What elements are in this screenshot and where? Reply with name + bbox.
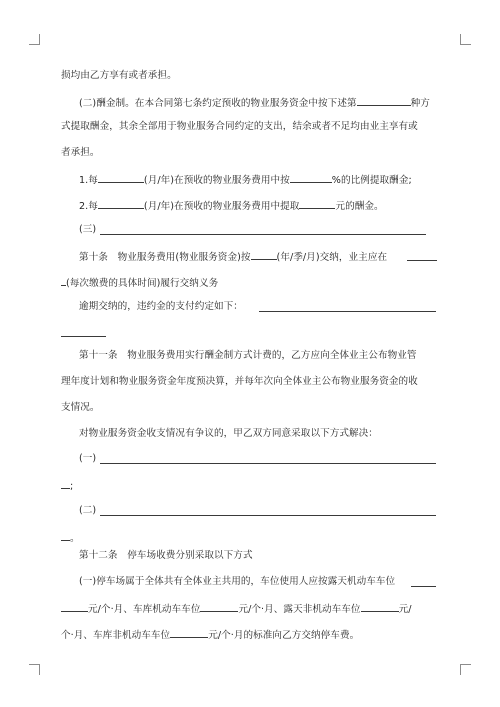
fill-blank [290, 173, 332, 183]
text-line [79, 250, 387, 264]
text-span: 第十一条 物业服务费用实行酬金制方式计费的，乙方应向全体业主公布物业管 [79, 350, 417, 361]
fill-blank [357, 96, 411, 106]
text-span: 。 [70, 533, 80, 544]
fill-blank [61, 479, 70, 489]
text-span: (年/季/月)交纳，业主应在 [276, 252, 388, 263]
text-line [61, 70, 177, 82]
fill-blank [100, 463, 436, 464]
fill-blank [100, 515, 436, 516]
crop-mark-bottom-left [29, 664, 40, 675]
text-line [79, 224, 96, 236]
text-line [61, 531, 80, 545]
text-line [61, 479, 73, 493]
text-span: 第十条 物业服务费用(物业服务资金)按 [79, 252, 251, 263]
crop-mark-top-right [460, 34, 471, 45]
text-line [79, 199, 384, 213]
text-line [79, 505, 96, 517]
fill-blank [200, 602, 238, 612]
text-line [61, 628, 359, 642]
text-span: 2.每 [79, 201, 98, 212]
text-span: 第十二条 停车场收费分别采取以下方式 [79, 550, 253, 561]
text-line [79, 550, 253, 562]
crop-mark-top-left [29, 34, 40, 45]
text-span: 逾期交纳的，违约金的支付约定如下： [79, 301, 243, 312]
fill-blank [361, 602, 399, 612]
text-line [79, 96, 430, 110]
fill-blank [61, 336, 106, 337]
text-line [79, 173, 412, 187]
text-span: (一)停车场属于全体共有全体业主共用的，车位使用人应按露天机动车车位 [79, 576, 396, 587]
text-span: 1.每 [79, 175, 98, 186]
text-span: 损均由乙方享有或者承担。 [61, 70, 177, 81]
text-span: 个·月、车库非机动车车位 [61, 630, 171, 641]
text-line [79, 428, 378, 440]
text-span: 元/个·月的标准向乙方交纳停车费。 [208, 630, 360, 641]
text-span: (三) [79, 224, 97, 235]
fill-blank [100, 234, 426, 235]
text-span: (一) [79, 453, 97, 464]
fill-blank [407, 260, 437, 261]
text-span: (二) [79, 505, 97, 516]
text-span: ; [70, 481, 74, 492]
text-span: (月/年)在预收的物业服务费用中提取 [143, 201, 300, 212]
fill-blank [259, 311, 436, 312]
text-span: %的比例提取酬金; [331, 175, 412, 186]
fill-blank [299, 199, 335, 209]
fill-blank [61, 531, 70, 541]
text-span: (月/年)在预收的物业服务费用中按 [143, 175, 290, 186]
text-span: 对物业服务资金收支情况有争议的，甲乙双方同意采取以下方式解决： [79, 428, 378, 439]
text-line [61, 402, 100, 414]
fill-blank [251, 250, 277, 260]
text-span: 者承担。 [61, 147, 100, 158]
text-span: 元的酬金。 [335, 201, 384, 212]
text-span: 元/个·月、车库机动车车位 [88, 604, 201, 615]
fill-blank [61, 602, 88, 612]
text-line [61, 276, 218, 290]
text-line [79, 350, 417, 362]
text-span: 支情况。 [61, 402, 100, 413]
text-span: 种方 [410, 98, 430, 109]
text-line [61, 147, 100, 159]
text-line [61, 602, 412, 616]
fill-blank [411, 586, 436, 587]
text-span: 式提取酬金，其余全部用于物业服务合同约定的支出，结余或者不足均由业主享有或 [61, 121, 418, 132]
text-span: (二)酬金制。在本合同第七条约定预收的物业服务资金中按下述第 [79, 98, 357, 109]
text-span: 元/个·月、露天非机动车车位 [238, 604, 361, 615]
text-span: 理年度计划和物业服务资金年度预决算，并每年次向全体业主公布物业服务资金的收 [61, 376, 418, 387]
text-line [79, 453, 96, 465]
text-line [61, 121, 418, 133]
fill-blank [98, 199, 144, 209]
text-line [61, 376, 418, 388]
fill-blank [170, 628, 208, 638]
crop-mark-bottom-right [460, 664, 471, 675]
text-span: 元/ [398, 604, 412, 615]
text-line [79, 576, 395, 588]
fill-blank [98, 173, 144, 183]
text-span: (每次缴费的具体时间)履行交纳义务 [66, 278, 219, 289]
text-line [79, 301, 243, 313]
